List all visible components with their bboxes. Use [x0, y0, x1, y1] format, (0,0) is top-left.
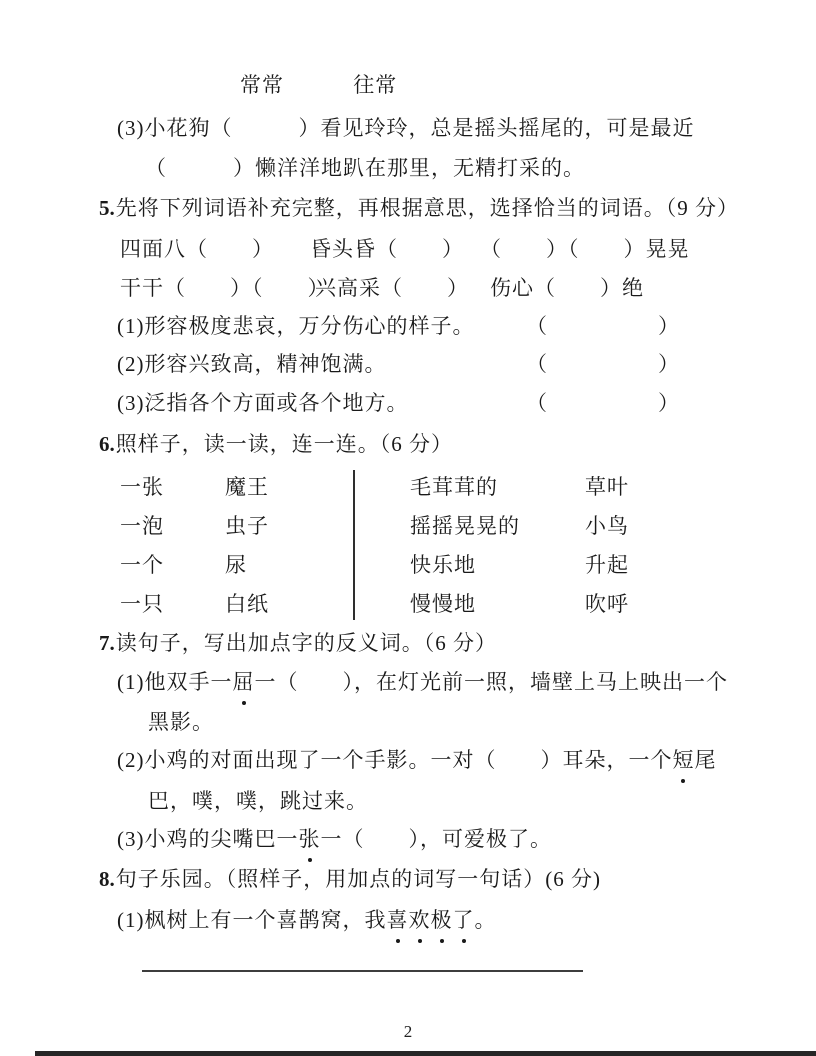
q6-match-row-3 [120, 545, 629, 585]
q5-fill-blank: 四面八（ ） [120, 237, 274, 261]
word-bank-word-1: 常常 [240, 73, 284, 97]
q7-item-3-dotted-char: 张 [299, 827, 321, 851]
q6-cell: 毛茸茸的 [410, 475, 498, 499]
answer-writing-line [142, 950, 583, 972]
q7-item-2 [117, 740, 716, 780]
q4-item3-line2: （ ）懒洋洋地趴在那里，无精打采的。 [145, 156, 585, 180]
q5-item-1 [117, 306, 680, 346]
q7-item-2-post: 尾 [694, 748, 717, 772]
word-bank-word-2: 往常 [353, 73, 398, 97]
q6-match-row-2 [120, 506, 629, 546]
q6-cell: 快乐地 [410, 553, 476, 577]
q6-cell: 一个 [120, 553, 164, 577]
word-bank [240, 65, 397, 105]
q6-cell: 慢慢地 [410, 592, 476, 616]
q8-item-1-post: 。 [474, 908, 497, 932]
q7-item-1-pre: (1)他双手一 [117, 670, 233, 694]
q8-title-text: 句子乐园。（照样子，用加点的词写一句话）(6 分) [115, 867, 601, 891]
q7-item-1 [117, 662, 728, 702]
q8-item-1-dotted-words: 喜欢极了 [387, 908, 475, 932]
q7-item-1-dotted-char: 屈 [233, 670, 255, 694]
q5-fill-blank: 伤心（ ）绝 [490, 276, 644, 300]
q5-fill-blank: 兴高采（ ） [315, 276, 469, 300]
q5-item-1-text: (1)形容极度悲哀，万分伤心的样子。 [117, 314, 475, 338]
q6-divider-line [353, 470, 355, 620]
q5-item-2-text: (2)形容兴致高，精神饱满。 [117, 352, 387, 376]
q7-item-3-pre: (3)小鸡的尖嘴巴一 [117, 827, 299, 851]
q6-cell: 虫子 [225, 514, 269, 538]
q6-title [99, 424, 453, 464]
q6-match-row-1 [120, 467, 629, 507]
q5-item-2-answer-blank: （ ） [526, 352, 680, 376]
q4-item3-line1: (3)小花狗（ ）看见玲玲，总是摇头摇尾的，可是最近 [117, 116, 695, 140]
q7-title-text: 读句子，写出加点字的反义词。（6 分） [115, 631, 497, 655]
q5-fill-row-2 [120, 268, 644, 308]
q5-item-3-text: (3)泛指各个方面或各个地方。 [117, 391, 409, 415]
q6-title-text: 照样子，读一读，连一连。（6 分） [115, 432, 453, 456]
q6-cell: 草叶 [585, 475, 629, 499]
q6-cell: 升起 [585, 553, 629, 577]
q5-fill-blank: （ ）（ ）晃晃 [480, 237, 690, 261]
q7-item-1-post: 一（ ），在灯光前一照，墙壁上马上映出一个 [254, 670, 728, 694]
q5-item-3-answer-blank: （ ） [526, 391, 680, 415]
q7-item-3 [117, 819, 552, 859]
q5-fill-row-1 [120, 229, 690, 269]
q6-cell: 一只 [120, 592, 164, 616]
q5-title [99, 188, 739, 228]
q5-item-1-answer-blank: （ ） [526, 314, 680, 338]
q6-cell: 魔王 [225, 475, 269, 499]
q8-title [99, 859, 601, 899]
q7-item-2-dotted-char: 短 [672, 748, 694, 772]
q6-cell: 吹呼 [585, 592, 629, 616]
q6-number: 6. [99, 432, 115, 456]
q6-match-row-4 [120, 584, 629, 624]
q5-title-text: 先将下列词语补充完整，再根据意思，选择恰当的词语。（9 分） [115, 196, 739, 220]
q5-fill-blank: 昏头昏（ ） [310, 237, 464, 261]
q5-number: 5. [99, 196, 115, 220]
q6-cell: 一泡 [120, 514, 164, 538]
q5-item-2 [117, 344, 680, 384]
q6-cell: 摇摇晃晃的 [410, 514, 520, 538]
q6-cell: 小鸟 [585, 514, 629, 538]
q8-number: 8. [99, 867, 115, 891]
q6-cell: 尿 [225, 553, 247, 577]
q5-item-3 [117, 383, 680, 423]
q7-item-2-pre: (2)小鸡的对面出现了一个手影。一对（ ）耳朵，一个 [117, 748, 673, 772]
page-number: 2 [403, 1022, 413, 1041]
q7-item-3-post: 一（ ），可爱极了。 [320, 827, 552, 851]
q7-item-2-wrap: 巴，噗，噗，跳过来。 [148, 789, 368, 813]
page-content [99, 0, 739, 1056]
page-bottom-edge [35, 1051, 816, 1056]
q5-fill-blank: 干干（ ）（ ） [120, 276, 330, 300]
q7-number: 7. [99, 631, 115, 655]
q6-cell: 白纸 [225, 592, 269, 616]
q7-item-1-wrap: 黑影。 [148, 710, 214, 734]
q7-title [99, 623, 497, 663]
q8-item-1-pre: (1)枫树上有一个喜鹊窝，我 [117, 908, 387, 932]
q8-item-1 [117, 900, 497, 940]
q6-cell: 一张 [120, 475, 164, 499]
